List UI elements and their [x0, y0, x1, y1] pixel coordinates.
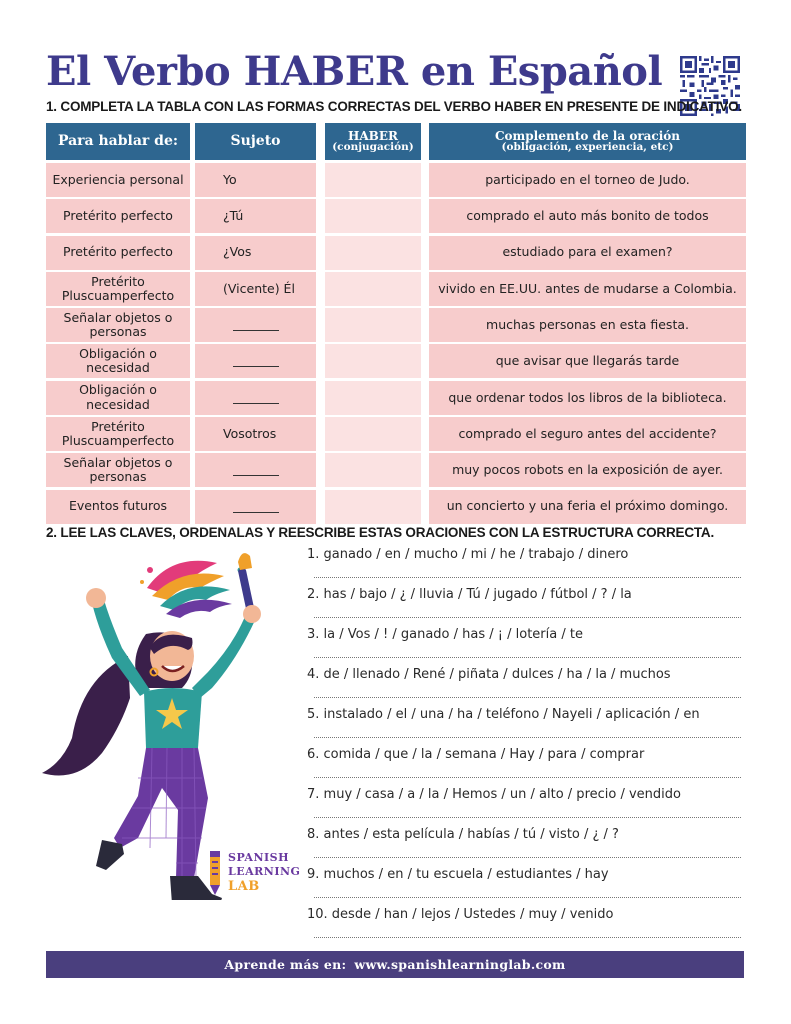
sentence-item [307, 867, 747, 907]
topic-cell: Pretérito perfecto [46, 199, 190, 233]
header-complement-title: Complemento de la oración [494, 128, 681, 143]
header-complement-subtitle: (obligación, experiencia, etc) [501, 141, 674, 154]
haber-answer-cell[interactable] [325, 236, 421, 270]
table-row [46, 381, 746, 415]
topic-cell: Obligación o necesidad [46, 381, 190, 415]
answer-line[interactable] [314, 817, 741, 818]
logo-text-spanish: SPANISH [228, 851, 289, 864]
table-row [46, 199, 746, 233]
haber-answer-cell[interactable] [325, 417, 421, 451]
header-haber-subtitle: (conjugación) [332, 141, 414, 154]
sentence-clues: 3. la / Vos / ! / ganado / has / ¡ / lotería / te [307, 627, 583, 642]
header-topic: Para hablar de: [46, 123, 190, 160]
table-row [46, 236, 746, 270]
topic-cell: Experiencia personal [46, 163, 190, 197]
answer-line[interactable] [314, 657, 741, 658]
table-row [46, 417, 746, 451]
spanish-learning-lab-logo [206, 847, 306, 897]
complement-cell: muchas personas en esta fiesta. [429, 308, 746, 342]
topic-cell: Señalar objetos o personas [46, 453, 190, 487]
complement-cell: comprado el auto más bonito de todos [429, 199, 746, 233]
header-complement [429, 123, 746, 160]
answer-line[interactable] [314, 617, 741, 618]
sentence-item [307, 827, 747, 867]
blank-line [233, 365, 279, 367]
table-body [46, 163, 746, 524]
subject-cell: (Vicente) Él [195, 272, 316, 306]
sentence-clues: 6. comida / que / la / semana / Hay / para / comprar [307, 747, 645, 762]
table-row [46, 453, 746, 487]
haber-answer-cell[interactable] [325, 490, 421, 524]
complement-cell: estudiado para el examen? [429, 236, 746, 270]
sentence-item [307, 707, 747, 747]
answer-line[interactable] [314, 737, 741, 738]
header-subject: Sujeto [195, 123, 316, 160]
sentence-item [307, 667, 747, 707]
table-row [46, 272, 746, 306]
subject-cell: Vosotros [195, 417, 316, 451]
blank-line [233, 402, 279, 404]
header-haber [325, 123, 421, 160]
blank-line [233, 511, 279, 513]
subject-cell: ¿Tú [195, 199, 316, 233]
complement-cell: muy pocos robots en la exposición de ayer. [429, 453, 746, 487]
complement-cell: un concierto y una feria el próximo domingo. [429, 490, 746, 524]
footer-label: Aprende más en: [224, 957, 347, 972]
subject-cell [195, 308, 316, 342]
haber-answer-cell[interactable] [325, 199, 421, 233]
complement-cell: comprado el seguro antes del accidente? [429, 417, 746, 451]
topic-cell: Obligación o necesidad [46, 344, 190, 378]
haber-table [46, 123, 746, 526]
page-title: El Verbo HABER en Español [46, 48, 663, 95]
answer-line[interactable] [314, 777, 741, 778]
topic-cell: Pretérito perfecto [46, 236, 190, 270]
table-row [46, 490, 746, 524]
sentence-item [307, 787, 747, 827]
subject-cell [195, 453, 316, 487]
sentences-instruction: 2. LEE LAS CLAVES, ORDENALAS Y REESCRIBE ESTAS ORACIONES CON LA ESTRUCTURA CORRECTA. [46, 525, 715, 540]
topic-cell: Pretérito Pluscuamperfecto [46, 272, 190, 306]
sentence-item [307, 547, 747, 587]
blank-line [233, 329, 279, 331]
sentence-list [307, 547, 747, 947]
table-header-row [46, 123, 746, 160]
haber-answer-cell[interactable] [325, 453, 421, 487]
haber-answer-cell[interactable] [325, 308, 421, 342]
subject-cell: Yo [195, 163, 316, 197]
haber-answer-cell[interactable] [325, 344, 421, 378]
complement-cell: que avisar que llegarás tarde [429, 344, 746, 378]
pencil-icon [206, 849, 224, 895]
sentence-clues: 4. de / llenado / René / piñata / dulces / ha / la / muchos [307, 667, 671, 682]
sentence-item [307, 907, 747, 947]
footer-banner [46, 951, 744, 978]
table-instruction: 1. COMPLETA LA TABLA CON LAS FORMAS CORRECTAS DEL VERBO HABER EN PRESENTE DE INDICATIVO. [46, 99, 742, 114]
table-row [46, 344, 746, 378]
sentence-clues: 7. muy / casa / a / la / Hemos / un / alto / precio / vendido [307, 787, 681, 802]
haber-answer-cell[interactable] [325, 272, 421, 306]
subject-cell [195, 381, 316, 415]
sentence-item [307, 627, 747, 667]
footer-url[interactable]: www.spanishlearninglab.com [354, 957, 566, 972]
topic-cell: Pretérito Pluscuamperfecto [46, 417, 190, 451]
sentence-clues: 8. antes / esta película / habías / tú / visto / ¿ / ? [307, 827, 619, 842]
sentence-item [307, 587, 747, 627]
topic-cell: Señalar objetos o personas [46, 308, 190, 342]
subject-cell [195, 344, 316, 378]
answer-line[interactable] [314, 697, 741, 698]
sentence-clues: 10. desde / han / lejos / Ustedes / muy / venido [307, 907, 614, 922]
complement-cell: vivido en EE.UU. antes de mudarse a Colombia. [429, 272, 746, 306]
table-row [46, 163, 746, 197]
sentence-item [307, 747, 747, 787]
haber-answer-cell[interactable] [325, 163, 421, 197]
sentence-clues: 9. muchos / en / tu escuela / estudiantes / hay [307, 867, 609, 882]
subject-cell: ¿Vos [195, 236, 316, 270]
topic-cell: Eventos futuros [46, 490, 190, 524]
sentence-clues: 1. ganado / en / mucho / mi / he / trabajo / dinero [307, 547, 629, 562]
subject-cell [195, 490, 316, 524]
logo-text-learning: LEARNING [228, 865, 301, 878]
complement-cell: que ordenar todos los libros de la biblioteca. [429, 381, 746, 415]
answer-line[interactable] [314, 857, 741, 858]
header-haber-title: HABER [348, 128, 398, 143]
paint-splash-icon [140, 561, 243, 618]
answer-line[interactable] [314, 937, 741, 938]
answer-line[interactable] [314, 897, 741, 898]
blank-line [233, 474, 279, 476]
complement-cell: participado en el torneo de Judo. [429, 163, 746, 197]
sentence-clues: 2. has / bajo / ¿ / lluvia / Tú / jugado / fútbol / ? / la [307, 587, 632, 602]
sentence-clues: 5. instalado / el / una / ha / teléfono / Nayeli / aplicación / en [307, 707, 700, 722]
table-row [46, 308, 746, 342]
answer-line[interactable] [314, 577, 741, 578]
haber-answer-cell[interactable] [325, 381, 421, 415]
logo-text-lab: LAB [228, 879, 260, 894]
